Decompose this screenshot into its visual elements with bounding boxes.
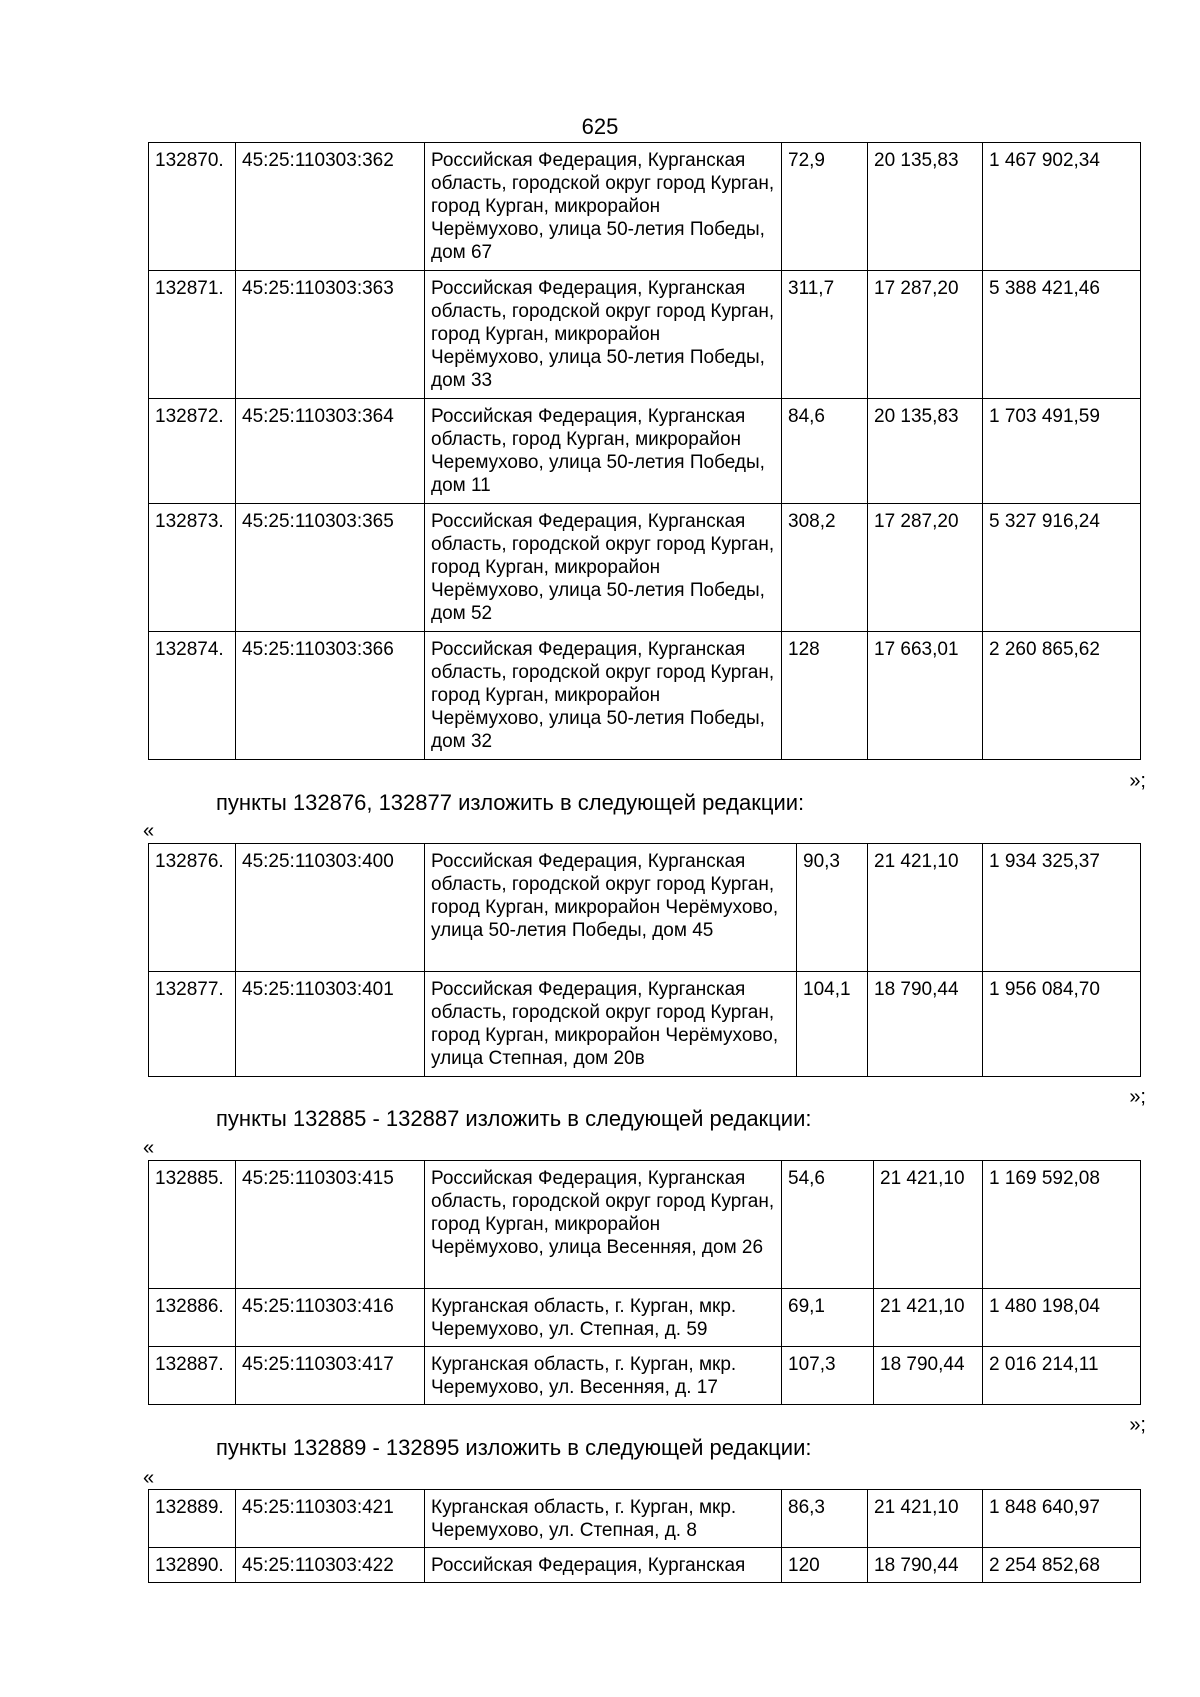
- cadastral-number: 45:25:110303:362: [236, 143, 425, 271]
- cadastral-value: 2 254 852,68: [983, 1548, 1141, 1583]
- unit-value: 20 135,83: [868, 143, 983, 271]
- area: 84,6: [782, 399, 868, 504]
- address: Российская Федерация, Курганская область, городской округ город Курган, город Курган, микрорайон Черёмухово, улица 50-летия Победы, дом 33: [425, 271, 782, 399]
- cadastral-value: 5 327 916,24: [983, 504, 1141, 632]
- unit-value: 21 421,10: [868, 1490, 983, 1548]
- cadastral-value: 2 260 865,62: [983, 632, 1141, 760]
- area: 54,6: [782, 1161, 874, 1289]
- cadastral-number: 45:25:110303:421: [236, 1490, 425, 1548]
- cadastral-value: 1 848 640,97: [983, 1490, 1141, 1548]
- registry-table-3: [148, 1160, 1141, 1405]
- table-row: [149, 632, 1141, 760]
- amendment-instruction: пункты 132876, 132877 изложить в следующей редакции:: [216, 790, 805, 815]
- area: 311,7: [782, 271, 868, 399]
- area: 104,1: [797, 972, 868, 1077]
- row-number: 132885.: [149, 1161, 236, 1289]
- address: Российская Федерация, Курганская область, городской округ город Курган, город Курган, микрорайон Черёмухово, улица 50-летия Победы, дом 67: [425, 143, 782, 271]
- cadastral-value: 1 467 902,34: [983, 143, 1141, 271]
- table-row: [149, 1548, 1141, 1583]
- amendment-instruction: пункты 132885 - 132887 изложить в следующей редакции:: [216, 1106, 812, 1131]
- unit-value: 21 421,10: [874, 1289, 983, 1347]
- table-row: [149, 504, 1141, 632]
- table-row: [149, 1161, 1141, 1289]
- row-number: 132874.: [149, 632, 236, 760]
- row-number: 132889.: [149, 1490, 236, 1548]
- address: Курганская область, г. Курган, мкр. Черемухово, ул. Весенняя, д. 17: [425, 1347, 782, 1405]
- amendment-instruction: пункты 132889 - 132895 изложить в следующей редакции:: [216, 1435, 812, 1460]
- cadastral-number: 45:25:110303:365: [236, 504, 425, 632]
- page-number: 625: [581, 114, 619, 139]
- opening-quote: «: [143, 820, 155, 842]
- row-number: 132872.: [149, 399, 236, 504]
- cadastral-number: 45:25:110303:416: [236, 1289, 425, 1347]
- cadastral-number: 45:25:110303:366: [236, 632, 425, 760]
- cadastral-value: 1 703 491,59: [983, 399, 1141, 504]
- cadastral-value: 1 480 198,04: [983, 1289, 1141, 1347]
- address: Российская Федерация, Курганская область, городской округ город Курган, город Курган, микрорайон Черёмухово, улица 50-летия Победы, дом 45: [425, 844, 797, 972]
- table-row: [149, 1347, 1141, 1405]
- unit-value: 21 421,10: [874, 1161, 983, 1289]
- address: Российская Федерация, Курганская область, городской округ город Курган, город Курган, микрорайон Черёмухово, улица Степная, дом 20в: [425, 972, 797, 1077]
- registry-table-4: [148, 1489, 1141, 1583]
- row-number: 132886.: [149, 1289, 236, 1347]
- closing-quote: »;: [1129, 1086, 1146, 1108]
- address: Российская Федерация, Курганская область, городской округ город Курган, город Курган, микрорайон Черёмухово, улица 50-летия Победы, дом 32: [425, 632, 782, 760]
- area: 107,3: [782, 1347, 874, 1405]
- unit-value: 21 421,10: [868, 844, 983, 972]
- unit-value: 17 663,01: [868, 632, 983, 760]
- row-number: 132887.: [149, 1347, 236, 1405]
- area: 308,2: [782, 504, 868, 632]
- cadastral-number: 45:25:110303:417: [236, 1347, 425, 1405]
- area: 128: [782, 632, 868, 760]
- row-number: 132890.: [149, 1548, 236, 1583]
- unit-value: 18 790,44: [868, 1548, 983, 1583]
- cadastral-number: 45:25:110303:364: [236, 399, 425, 504]
- cadastral-number: 45:25:110303:363: [236, 271, 425, 399]
- address: Российская Федерация, Курганская область, городской округ город Курган, город Курган, микрорайон Черёмухово, улица Весенняя, дом 26: [425, 1161, 782, 1289]
- cadastral-number: 45:25:110303:401: [236, 972, 425, 1077]
- area: 86,3: [782, 1490, 868, 1548]
- opening-quote: «: [143, 1467, 155, 1489]
- unit-value: 18 790,44: [868, 972, 983, 1077]
- table-row: [149, 143, 1141, 271]
- cadastral-value: 1 169 592,08: [983, 1161, 1141, 1289]
- unit-value: 18 790,44: [874, 1347, 983, 1405]
- address: Российская Федерация, Курганская: [425, 1548, 782, 1583]
- area: 69,1: [782, 1289, 874, 1347]
- cadastral-value: 5 388 421,46: [983, 271, 1141, 399]
- row-number: 132871.: [149, 271, 236, 399]
- area: 90,3: [797, 844, 868, 972]
- row-number: 132876.: [149, 844, 236, 972]
- cadastral-number: 45:25:110303:422: [236, 1548, 425, 1583]
- cadastral-value: 1 934 325,37: [983, 844, 1141, 972]
- cadastral-number: 45:25:110303:415: [236, 1161, 425, 1289]
- table-row: [149, 1490, 1141, 1548]
- cadastral-number: 45:25:110303:400: [236, 844, 425, 972]
- table-row: [149, 271, 1141, 399]
- cadastral-value: 1 956 084,70: [983, 972, 1141, 1077]
- table-row: [149, 399, 1141, 504]
- address: Российская Федерация, Курганская область, город Курган, микрорайон Черемухово, улица 50-летия Победы, дом 11: [425, 399, 782, 504]
- table-row: [149, 1289, 1141, 1347]
- registry-table-2: [148, 843, 1141, 1077]
- row-number: 132870.: [149, 143, 236, 271]
- address: Российская Федерация, Курганская область, городской округ город Курган, город Курган, микрорайон Черёмухово, улица 50-летия Победы, дом 52: [425, 504, 782, 632]
- unit-value: 17 287,20: [868, 271, 983, 399]
- row-number: 132877.: [149, 972, 236, 1077]
- cadastral-value: 2 016 214,11: [983, 1347, 1141, 1405]
- registry-table-1: [148, 142, 1141, 760]
- row-number: 132873.: [149, 504, 236, 632]
- closing-quote: »;: [1129, 770, 1146, 792]
- address: Курганская область, г. Курган, мкр. Черемухово, ул. Степная, д. 8: [425, 1490, 782, 1548]
- unit-value: 20 135,83: [868, 399, 983, 504]
- table-row: [149, 844, 1141, 972]
- unit-value: 17 287,20: [868, 504, 983, 632]
- area: 72,9: [782, 143, 868, 271]
- area: 120: [782, 1548, 868, 1583]
- table-row: [149, 972, 1141, 1077]
- opening-quote: «: [143, 1137, 155, 1159]
- closing-quote: »;: [1129, 1414, 1146, 1436]
- address: Курганская область, г. Курган, мкр. Черемухово, ул. Степная, д. 59: [425, 1289, 782, 1347]
